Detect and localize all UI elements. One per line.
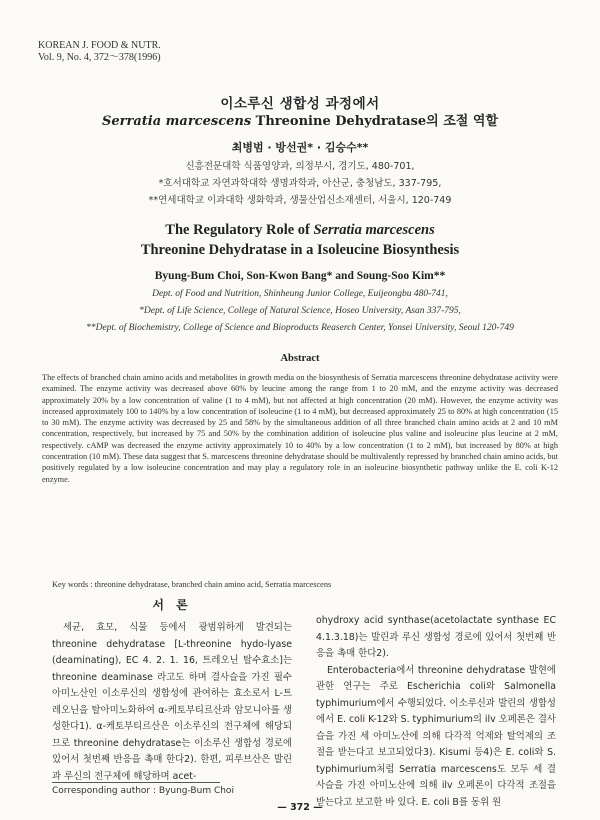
english-title-pre: The Regulatory Role of xyxy=(165,222,314,238)
korean-title-organism: Serratia marcescens xyxy=(101,114,252,129)
english-title-line1 xyxy=(0,222,600,239)
abstract-text: The effects of branched chain amino acids and metabolites in growth media on the biosynthesis of Serratia marcescens threonine dehydratase activity were examined. The enzyme activity was decreased above 60% by leucine among the range from 1 to 20 mM, and the enzyme activity was decreased approximately 20% by a low concentration of valine (1 to 4 mM), but not affected at high concentration (20 mM). However, the enzyme activity was increased approximately 100 to 140% by a low concentration of isoleucine (1 to 4 mM), but decreased approximately 25 to 80% at high concentration (15 to 30 mM). The enzyme activity was decreased by 25 and 58% by the simultaneous addition of all three branched chain amino acids at 2 and 10 mM concentration, respectively, but increased by 75 and 50% by the combination addition of isoleucine plus valine and isoleucine plus leucine at 2 mM, respectively. cAMP was decreased the enzyme activity approximately 10 to 40% by a low concentration (1 to 2 mM), but increased by 80% at high concentration (10 mM). These data suggest that S. marcescens threonine dehydratase should be multivalently repressed by branched chain amino acids, but positively regulated by a low isoleucine concentration and may play a regulatory role in an isoleucine biosynthetic pathway unlike the E. coli K-12 enzyme. xyxy=(42,373,558,484)
korean-title-rest: Threonine Dehydratase의 조절 역할 xyxy=(251,114,499,129)
english-title-line2: Threonine Dehydratase in a Isoleucine Biosynthesis xyxy=(140,242,460,258)
journal-header xyxy=(38,40,161,64)
journal-name: KOREAN J. FOOD & NUTR. xyxy=(38,40,161,51)
english-title-organism: Serratia marcescens xyxy=(313,222,435,238)
right-column xyxy=(316,613,556,811)
section-title-introduction: 서 론 xyxy=(152,598,192,612)
korean-title-line1: 이소루신 생합성 과정에서 xyxy=(220,96,380,112)
right-paragraph-1: ohydroxy acid synthase(acetolactate synthase EC 4.1.3.18)는 발린과 루신 생합성 경로에 있어서 첫번째 반응을 촉매 한다2). xyxy=(316,615,556,659)
left-column xyxy=(52,620,292,785)
abstract-heading: Abstract xyxy=(280,353,320,364)
korean-title-line2 xyxy=(0,110,600,129)
page-number: — 372 — xyxy=(277,802,323,813)
right-paragraph-2: Enterobacteria에서 threonine dehydratase 발현에 관한 연구는 주로 Escherichia coli와 Salmonella typhimurium에서 수행되었다. 이소루신과 발린의 생합성에서 E. coli K-12와 S. typhimurium의 ilv 오페론은 결사슬을 가진 세 아미노산에 의해 다각적 억제와 탈억제의 조절을 받는다고 보고되었다3). Kisumi 등4)은 E. coli와 S. typhimurium처럼 Serratia marcescens도 모두 세 결사슬을 가진 아미노산에 의해 ilv 오페론이 다각적 조절을 받는다고 보고한 바 있다. E. coli B를 동위 원 xyxy=(316,664,556,808)
corresponding-author: Corresponding author : Byung-Bum Choi xyxy=(52,786,234,796)
korean-affiliation-3: **연세대학교 이과대학 생화학과, 생물산업신소재센터, 서울시, 120-749 xyxy=(148,195,452,206)
korean-authors: 최병범 · 방선권* · 김승수** xyxy=(231,141,369,154)
english-affiliation-2: *Dept. of Life Science, College of Natural Science, Hoseo University, Asan 337-795, xyxy=(139,306,461,316)
korean-affiliation-1: 신흥전문대학 식품영양과, 의정부시, 경기도, 480-701, xyxy=(185,161,415,172)
journal-volume: Vol. 9, No. 4, 372～378(1996) xyxy=(38,52,161,63)
english-affiliation-1: Dept. of Food and Nutrition, Shinheung Junior College, Euijeongbu 480-741, xyxy=(152,289,448,299)
korean-affiliation-2: *호서대학교 자연과학대학 생명과학과, 아산군, 충청남도, 337-795, xyxy=(158,178,442,189)
keywords: Key words : threonine dehydratase, branched chain amino acid, Serratia marcescens xyxy=(52,580,332,589)
footnote-divider xyxy=(52,782,220,783)
english-authors: Byung-Bum Choi, Son-Kwon Bang* and Soung-Soo Kim** xyxy=(154,270,446,282)
english-affiliation-3: **Dept. of Biochemistry, College of Science and Bioproducts Reaserch Center, Yonsei University, Seoul 120-749 xyxy=(86,323,514,333)
left-paragraph: 세균, 효모, 식물 등에서 광범위하게 발견되는 threonine dehydratase [L-threonine hydo-lyase (deaminating), EC 4. 2. 1. 16, 트레오닌 탈수효소]는 threonine deaminase 라고도 하며 결사슬을 가진 필수 아미노산인 이소루신의 생합성에 관여하는 효소로서 L-트레오닌을 탈아미노화하여 α-케토부티르산과 암모니아를 생성한다1). α-케토부티르산은 이소루신의 전구체에 해당되므로 threonine dehydratase는 이소루신 생합성 경로에 있어서 첫번째 반응을 촉매 한다2). 한편, 피루브산은 발린과 루신의 전구체에 해당하며 acet- xyxy=(52,622,292,782)
